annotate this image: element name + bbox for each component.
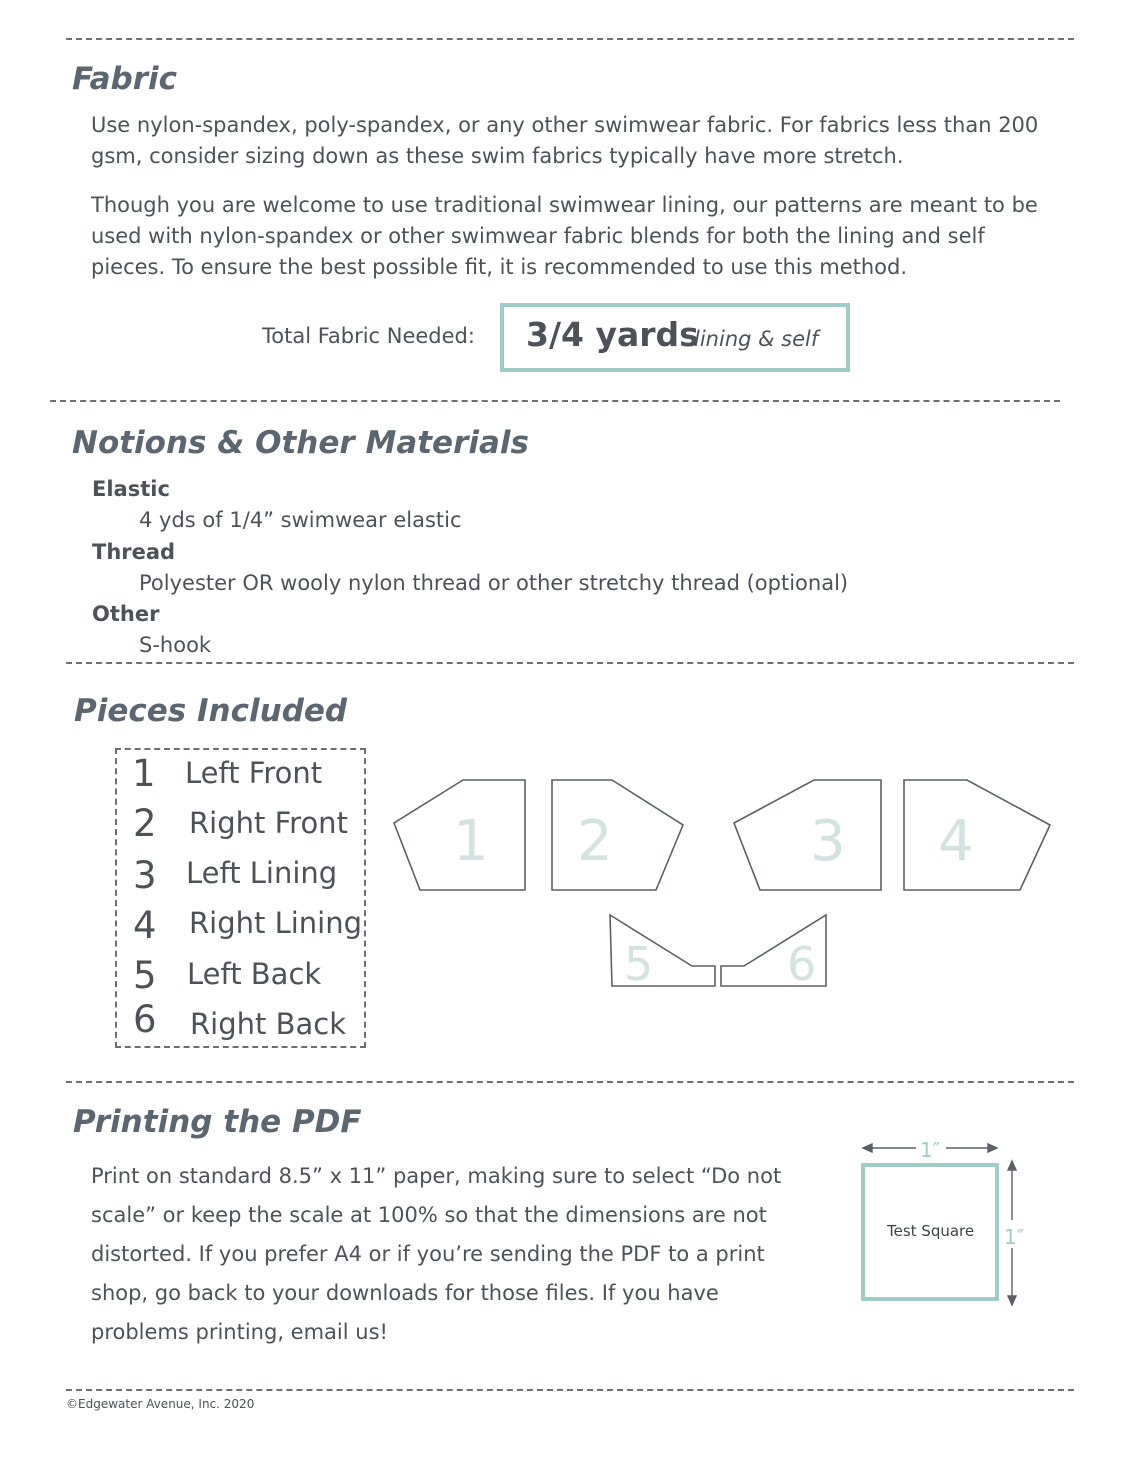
paragraph-line: problems printing, email us!	[91, 1320, 388, 1344]
paragraph-line: Print on standard 8.5” x 11” paper, making sure to select “Do not	[91, 1164, 782, 1188]
paragraph-line: shop, go back to your downloads for those files. If you have	[91, 1281, 719, 1305]
piece-number: 5	[133, 954, 157, 997]
paragraph-line: used with nylon-spandex or other swimwear fabric blends for both the lining and self	[91, 224, 985, 248]
piece-number: 3	[133, 854, 157, 897]
printing-paragraph	[91, 1157, 811, 1352]
piece-name: Right Back	[190, 1007, 346, 1041]
printing-heading: Printing the PDF	[73, 1104, 362, 1140]
section-divider	[66, 38, 1074, 40]
piece-label-6: 6	[787, 937, 817, 991]
notion-group-detail: Polyester OR wooly nylon thread or other stretchy thread (optional)	[139, 571, 849, 595]
test-square-label: Test Square	[887, 1222, 975, 1240]
piece-label-2: 2	[577, 809, 613, 874]
total-fabric-note: lining & self	[694, 327, 819, 351]
notion-group-detail: S-hook	[139, 633, 212, 657]
piece-number: 2	[133, 802, 157, 845]
piece-number: 6	[133, 998, 157, 1041]
paragraph-line: distorted. If you prefer A4 or if you’re sending the PDF to a print	[91, 1242, 765, 1266]
copyright-footer: ©Edgewater Avenue, Inc. 2020	[66, 1397, 255, 1411]
paragraph-line: Though you are welcome to use traditional swimwear lining, our patterns are meant to be	[91, 193, 1038, 217]
notion-group-title: Thread	[92, 540, 176, 564]
piece-label-1: 1	[453, 809, 489, 874]
piece-label-3: 3	[810, 809, 846, 874]
piece-number: 1	[132, 752, 156, 795]
piece-name: Right Lining	[189, 906, 363, 940]
section-divider	[66, 1081, 1074, 1083]
total-fabric-box	[500, 303, 850, 372]
test-square-diagram	[850, 1130, 1050, 1315]
paragraph-line: gsm, consider sizing down as these swim fabrics typically have more stretch.	[91, 144, 904, 168]
piece-label-5: 5	[624, 937, 654, 991]
fabric-paragraph-2	[91, 190, 1038, 283]
piece-name: Left Lining	[186, 856, 338, 890]
piece-label-4: 4	[938, 809, 974, 874]
notion-group-title: Other	[92, 602, 160, 626]
section-divider	[66, 1389, 1074, 1391]
piece-name: Right Front	[189, 806, 348, 840]
pattern-pieces-diagram	[380, 770, 1070, 1000]
section-divider	[50, 400, 1060, 402]
piece-shape-4	[904, 780, 1050, 890]
piece-name: Left Back	[187, 957, 322, 991]
pieces-list	[115, 748, 366, 1048]
piece-number: 4	[133, 904, 157, 947]
notion-group-title: Elastic	[92, 477, 170, 501]
paragraph-line: Use nylon-spandex, poly-spandex, or any other swimwear fabric. For fabrics less than 200	[91, 113, 1039, 137]
total-fabric-amount: 3/4 yards	[526, 315, 699, 354]
pieces-heading: Pieces Included	[74, 693, 348, 729]
fabric-paragraph-1	[91, 110, 1038, 172]
paragraph-line: scale” or keep the scale at 100% so that the dimensions are not	[91, 1203, 767, 1227]
notions-heading: Notions & Other Materials	[72, 425, 529, 461]
height-dimension-label: 1″	[1004, 1225, 1025, 1249]
notion-group-detail: 4 yds of 1/4” swimwear elastic	[139, 508, 462, 532]
section-divider	[66, 662, 1074, 664]
fabric-heading: Fabric	[72, 61, 178, 97]
paragraph-line: pieces. To ensure the best possible fit, it is recommended to use this method.	[91, 255, 908, 279]
piece-shape-2	[552, 780, 683, 890]
piece-name: Left Front	[185, 756, 323, 790]
total-fabric-label: Total Fabric Needed:	[262, 324, 475, 348]
piece-shape-3	[734, 780, 881, 890]
width-dimension-label: 1″	[920, 1138, 941, 1162]
